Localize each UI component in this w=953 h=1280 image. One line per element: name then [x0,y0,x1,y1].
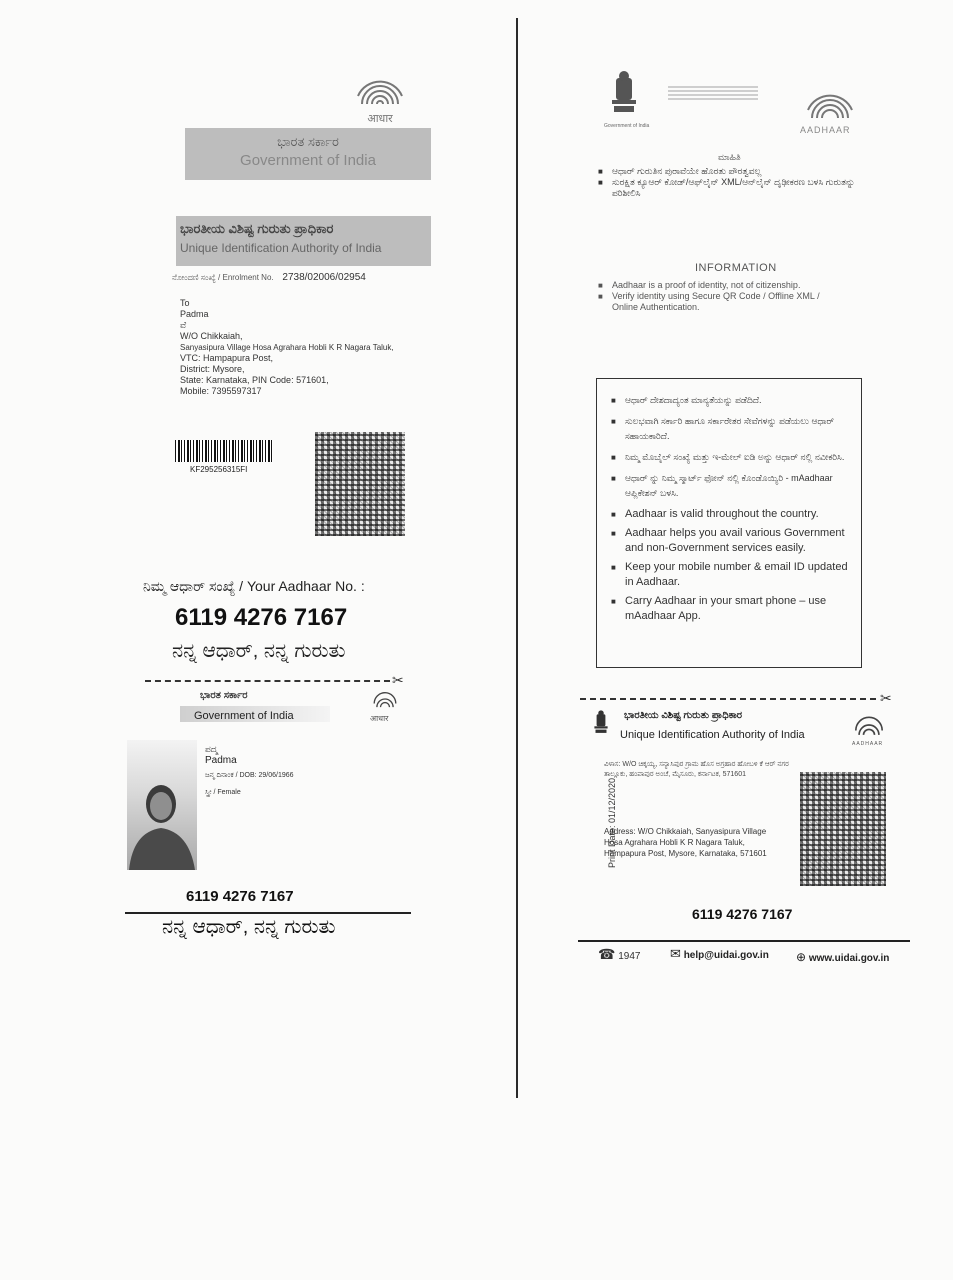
info-kannada-title: ಮಾಹಿತಿ [718,152,741,162]
card-gov-english-band [180,706,330,722]
print-date: Print Date: 01/12/2020 [607,777,617,869]
mobile-number: Mobile: 7395597317 [180,386,262,396]
national-emblem [604,70,664,129]
address-to: To [180,298,190,308]
address-line: State: Karnataka, PIN Code: 571601, [180,375,329,385]
enrolment-row [172,272,432,283]
notice-item: ■ Keep your mobile number & email ID updated in Aadhaar. [611,560,851,590]
card-aadhaar-logo-text: आधार [370,714,389,723]
card-right-aadhaar-number: 6119 4276 7167 [692,906,793,922]
fingerprint-icon [350,66,410,106]
card-right-aadhaar-logo-text: AADHAAR [852,741,884,747]
government-band-english: Government of India [240,152,376,169]
card-aadhaar-number: 6119 4276 7167 [186,888,294,905]
card-national-emblem [590,706,614,745]
person-photo-icon [127,740,197,870]
card-holder-details [205,744,375,798]
notice-item: ■ Carry Aadhaar in your smart phone – use mAadhaar App. [611,594,851,624]
emblem-icon [590,706,612,740]
notice-box [596,378,862,668]
tagline: ನನ್ನ ಆಧಾರ್, ನನ್ನ ಗುರುತು [172,640,346,662]
information-list [598,280,848,313]
card-tagline: ನನ್ನ ಆಧಾರ್, ನನ್ನ ಗುರುತು [162,916,336,938]
notice-item: ■ ಆಧಾರ್ ದೇಶದಾದ್ಯಂತ ಮಾನ್ಯತೆಯನ್ನು ಪಡೆದಿದೆ. [611,393,851,408]
cut-line-left [145,680,390,682]
globe-icon: ⊕ [796,950,807,964]
cardholder-photo [127,740,197,870]
card-uidai-kannada: ಭಾರತೀಯ ವಿಶಿಷ್ಟ ಗುರುತು ಪ್ರಾಧಿಕಾರ [624,710,743,721]
right-aadhaar-logo-text: AADHAAR [800,125,851,135]
footer-phone [598,946,640,963]
address-line: W/O Chikkaiah, [180,331,243,341]
enrolment-number: 2738/02006/02954 [282,272,366,283]
right-aadhaar-logo [800,80,870,135]
card-dob: ಜನ್ಮ ದಿನಾಂಕ / DOB: 29/06/1966 [205,772,294,779]
postal-barcode [175,440,273,462]
emblem-icon [604,70,644,118]
card-name-kannada: ಪದ್ಮ [205,744,218,754]
recipient-name: Padma [180,309,209,319]
address-line: District: Mysore, [180,364,245,374]
aadhaar-number: 6119 4276 7167 [175,604,348,631]
notice-item: ■ ನಿಮ್ಮ ಮೊಬೈಲ್ ಸಂಖ್ಯೆ ಮತ್ತು ಇ-ಮೇಲ್ ಐಡಿ ಅನ್ನು ಆಧಾರ್ ನಲ್ಲಿ ನವೀಕರಿಸಿ. [611,450,851,465]
info-kannada-item: ■ ಆಧಾರ್ ಗುರುತಿನ ಪುರಾವೆಯೇ ಹೊರತು ಪೌರತ್ವವಲ್ಲ [598,166,868,177]
fingerprint-icon [370,690,400,708]
enrolment-label: ನೋಂದಣಿ ಸಂಖ್ಯೆ / Enrolment No. [172,273,274,282]
scissors-icon: ✂ [880,690,892,706]
information-item: ■ Verify identity using Secure QR Code / Offline XML / Online Authentication. [598,291,848,313]
card-bottom-rule [125,912,411,914]
barcode-text: KF295256315FI [190,465,248,474]
info-kannada-item: ■ ಸುರಕ್ಷಿತ ಕ್ಯೂಆರ್ ಕೋಡ್/ಆಫ್‌ಲೈನ್ XML/ಆನ್‌ಲೈನ್ ದೃಢೀಕರಣ ಬಳಸಿ ಗುರುತನ್ನು ಪರಿಶೀಲಿಸಿ [598,177,868,199]
fingerprint-icon [852,714,886,736]
card-name: Padma [205,755,237,766]
phone-icon: ☎ [598,946,616,962]
footer-email-text: help@uidai.gov.in [683,950,769,961]
notice-item: ■ Aadhaar helps you avail various Government and non-Government services easily. [611,526,851,556]
fingerprint-icon [800,80,860,120]
notice-item: ■ ಆಧಾರ್ ನ್ನು ನಿಮ್ಮ ಸ್ಮಾರ್ಟ್ ಫೋನ್ ನಲ್ಲಿ ಕೊಂಡೊಯ್ಯಿರಿ - mAadhaar ಆಪ್ಲಿಕೇಶನ್ ಬಳಸಿ. [611,471,851,501]
aadhaar-logo-text: आधार [367,113,393,125]
address-line: VTC: Hampapura Post, [180,353,274,363]
page-fold-line [516,18,518,1098]
notice-item: ■ ಸುಲಭವಾಗಿ ಸರ್ಕಾರಿ ಹಾಗೂ ಸರ್ಕಾರೇತರ ಸೇವೆಗಳನ್ನು ಪಡೆಯಲು ಆಧಾರ್ ಸಹಾಯಕಾರಿದೆ. [611,414,851,444]
scissors-icon: ✂ [392,672,404,688]
card-qr-code [800,772,886,886]
uidai-band-kannada: ಭಾರತೀಯ ವಿಶಿಷ್ಟ ಗುರುತು ಪ್ರಾಧಿಕಾರ [180,221,334,236]
footer-phone-number: 1947 [618,951,641,962]
footer-email[interactable] [670,946,769,962]
qr-code [315,432,405,536]
emblem-caption: Government of India [604,123,650,129]
information-title: INFORMATION [695,262,777,274]
footer-website-text: www.uidai.gov.in [808,953,890,964]
card-address-english: Address: W/O Chikkaiah, Sanyasipura Village Hosa Agrahara Hobli K R Nagara Taluk, Hampapura Post, Mysore, Karnataka, 571601 [604,827,767,858]
notice-item: ■ Aadhaar is valid throughout the country. [611,507,851,522]
card-gender: ಸ್ತ್ರೀ / Female [205,789,241,796]
card-uidai-english: Unique Identification Authority of India [620,729,805,741]
footer-website[interactable] [796,950,889,964]
address-line: Sanyasipura Village Hosa Agrahara Hobli K R Nagara Taluk, [180,343,394,352]
aadhaar-logo [350,66,410,125]
info-kannada-list [598,166,868,199]
notice-list [611,393,851,624]
footer-rule [578,940,910,942]
cut-line-right [580,698,876,700]
card-right-aadhaar-logo [852,714,892,747]
recipient-address-block [180,298,430,397]
uidai-band [176,216,431,266]
uidai-band-english: Unique Identification Authority of India [180,241,382,255]
card-aadhaar-logo [370,690,404,724]
government-band-kannada: ಭಾರತ ಸರ್ಕಾರ [277,134,339,149]
mail-icon: ✉ [670,946,681,961]
information-item: ■ Aadhaar is a proof of identity, not of citizenship. [598,280,848,291]
recipient-relation-kannada: ವೆ [180,320,187,330]
card-gov-english: Government of India [194,710,294,722]
emblem-side-text [668,86,758,100]
card-address-kannada: ವಿಳಾಸ: W/O ಚಿಕ್ಕಯ್ಯ, ಸನ್ಯಾಸಿಪುರ ಗ್ರಾಮ ಹೊಸ ಅಗ್ರಹಾರ ಹೋಬಳಿ ಕೆ ಆರ್ ನಗರ ತಾಲ್ಲೂಕು, ಹಂಪಾಪುರ ಅಂಚೆ, ಮೈಸೂರು, ಕರ್ನಾಟಕ, 571601 [604,761,789,778]
card-gov-kannada: ಭಾರತ ಸರ್ಕಾರ [200,690,248,701]
your-aadhaar-label: ನಿಮ್ಮ ಆಧಾರ್ ಸಂಖ್ಯೆ / Your Aadhaar No. : [143,578,365,594]
government-band [185,128,431,180]
